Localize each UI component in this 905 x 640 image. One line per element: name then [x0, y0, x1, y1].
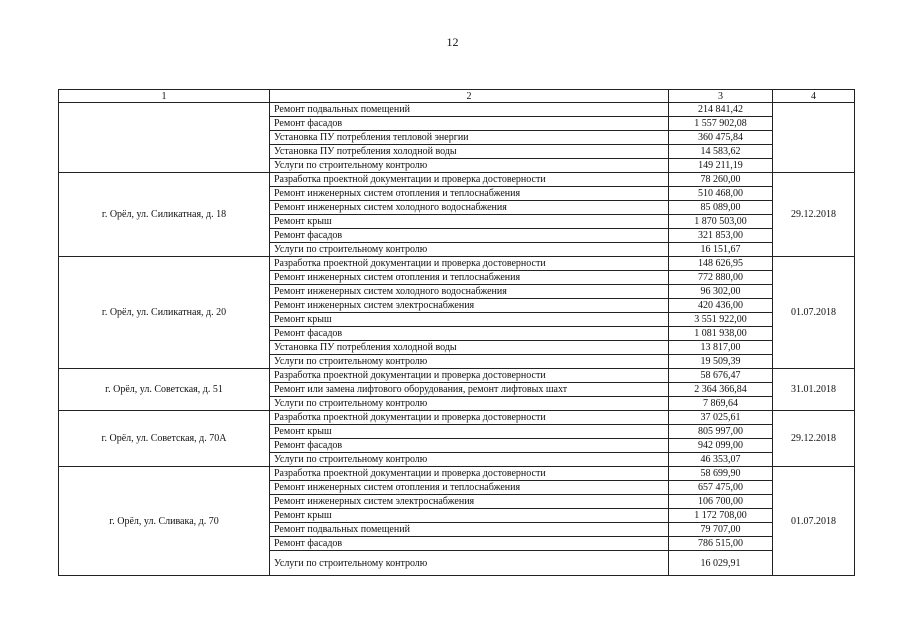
work-type-cell: Услуги по строительному контролю [270, 453, 669, 467]
date-cell: 01.07.2018 [773, 467, 855, 576]
amount-cell: 37 025,61 [669, 411, 773, 425]
amount-cell: 96 302,00 [669, 285, 773, 299]
work-type-cell: Ремонт фасадов [270, 537, 669, 551]
work-type-cell: Разработка проектной документации и проверка достоверности [270, 257, 669, 271]
amount-cell: 13 817,00 [669, 341, 773, 355]
address-cell: г. Орёл, ул. Силикатная, д. 20 [59, 257, 270, 369]
amount-cell: 786 515,00 [669, 537, 773, 551]
amount-cell: 1 081 938,00 [669, 327, 773, 341]
amount-cell: 149 211,19 [669, 159, 773, 173]
date-cell: 31.01.2018 [773, 369, 855, 411]
amount-cell: 1 557 902,08 [669, 117, 773, 131]
amount-cell: 657 475,00 [669, 481, 773, 495]
work-type-cell: Ремонт фасадов [270, 229, 669, 243]
work-type-cell: Ремонт инженерных систем электроснабжения [270, 495, 669, 509]
work-type-cell: Ремонт крыш [270, 509, 669, 523]
amount-cell: 58 676,47 [669, 369, 773, 383]
address-cell: г. Орёл, ул. Советская, д. 51 [59, 369, 270, 411]
works-table [58, 89, 855, 576]
amount-cell: 321 853,00 [669, 229, 773, 243]
amount-cell: 16 151,67 [669, 243, 773, 257]
work-type-cell: Ремонт фасадов [270, 439, 669, 453]
work-type-cell: Ремонт фасадов [270, 117, 669, 131]
work-type-cell: Ремонт подвальных помещений [270, 103, 669, 117]
amount-cell: 78 260,00 [669, 173, 773, 187]
header-row [59, 90, 855, 103]
work-type-cell: Разработка проектной документации и проверка достоверности [270, 173, 669, 187]
work-type-cell: Услуги по строительному контролю [270, 159, 669, 173]
table-row [59, 257, 855, 271]
work-type-cell: Разработка проектной документации и проверка достоверности [270, 467, 669, 481]
col-header-1: 1 [59, 90, 270, 103]
work-type-cell: Ремонт инженерных систем отопления и теплоснабжения [270, 271, 669, 285]
work-type-cell: Услуги по строительному контролю [270, 551, 669, 576]
page-number: 12 [446, 35, 459, 49]
table-row [59, 173, 855, 187]
work-type-cell: Ремонт инженерных систем холодного водоснабжения [270, 285, 669, 299]
date-cell: 29.12.2018 [773, 173, 855, 257]
amount-cell: 1 172 708,00 [669, 509, 773, 523]
amount-cell: 3 551 922,00 [669, 313, 773, 327]
date-cell [773, 103, 855, 173]
amount-cell: 942 099,00 [669, 439, 773, 453]
work-type-cell: Установка ПУ потребления холодной воды [270, 341, 669, 355]
amount-cell: 420 436,00 [669, 299, 773, 313]
amount-cell: 148 626,95 [669, 257, 773, 271]
address-cell: г. Орёл, ул. Сливака, д. 70 [59, 467, 270, 576]
address-cell: г. Орёл, ул. Силикатная, д. 18 [59, 173, 270, 257]
work-type-cell: Ремонт крыш [270, 425, 669, 439]
work-type-cell: Ремонт инженерных систем электроснабжения [270, 299, 669, 313]
amount-cell: 19 509,39 [669, 355, 773, 369]
amount-cell: 805 997,00 [669, 425, 773, 439]
work-type-cell: Установка ПУ потребления тепловой энергии [270, 131, 669, 145]
amount-cell: 2 364 366,84 [669, 383, 773, 397]
amount-cell: 79 707,00 [669, 523, 773, 537]
work-type-cell: Услуги по строительному контролю [270, 397, 669, 411]
amount-cell: 510 468,00 [669, 187, 773, 201]
table-body [59, 103, 855, 576]
table-row [59, 369, 855, 383]
work-type-cell: Ремонт инженерных систем отопления и теплоснабжения [270, 187, 669, 201]
amount-cell: 58 699,90 [669, 467, 773, 481]
work-type-cell: Ремонт инженерных систем отопления и теплоснабжения [270, 481, 669, 495]
table-row [59, 467, 855, 481]
address-cell: г. Орёл, ул. Советская, д. 70А [59, 411, 270, 467]
amount-cell: 16 029,91 [669, 551, 773, 576]
amount-cell: 360 475,84 [669, 131, 773, 145]
date-cell: 29.12.2018 [773, 411, 855, 467]
work-type-cell: Ремонт или замена лифтового оборудования, ремонт лифтовых шахт [270, 383, 669, 397]
table-row [59, 411, 855, 425]
work-type-cell: Ремонт инженерных систем холодного водоснабжения [270, 201, 669, 215]
work-type-cell: Ремонт крыш [270, 313, 669, 327]
amount-cell: 14 583,62 [669, 145, 773, 159]
amount-cell: 214 841,42 [669, 103, 773, 117]
work-type-cell: Ремонт фасадов [270, 327, 669, 341]
date-cell: 01.07.2018 [773, 257, 855, 369]
work-type-cell: Разработка проектной документации и проверка достоверности [270, 369, 669, 383]
amount-cell: 106 700,00 [669, 495, 773, 509]
amount-cell: 46 353,07 [669, 453, 773, 467]
address-cell [59, 103, 270, 173]
work-type-cell: Ремонт крыш [270, 215, 669, 229]
work-type-cell: Установка ПУ потребления холодной воды [270, 145, 669, 159]
table-row [59, 103, 855, 117]
amount-cell: 85 089,00 [669, 201, 773, 215]
col-header-2: 2 [270, 90, 669, 103]
col-header-3: 3 [669, 90, 773, 103]
amount-cell: 1 870 503,00 [669, 215, 773, 229]
amount-cell: 7 869,64 [669, 397, 773, 411]
amount-cell: 772 880,00 [669, 271, 773, 285]
col-header-4: 4 [773, 90, 855, 103]
work-type-cell: Ремонт подвальных помещений [270, 523, 669, 537]
work-type-cell: Разработка проектной документации и проверка достоверности [270, 411, 669, 425]
work-type-cell: Услуги по строительному контролю [270, 243, 669, 257]
work-type-cell: Услуги по строительному контролю [270, 355, 669, 369]
